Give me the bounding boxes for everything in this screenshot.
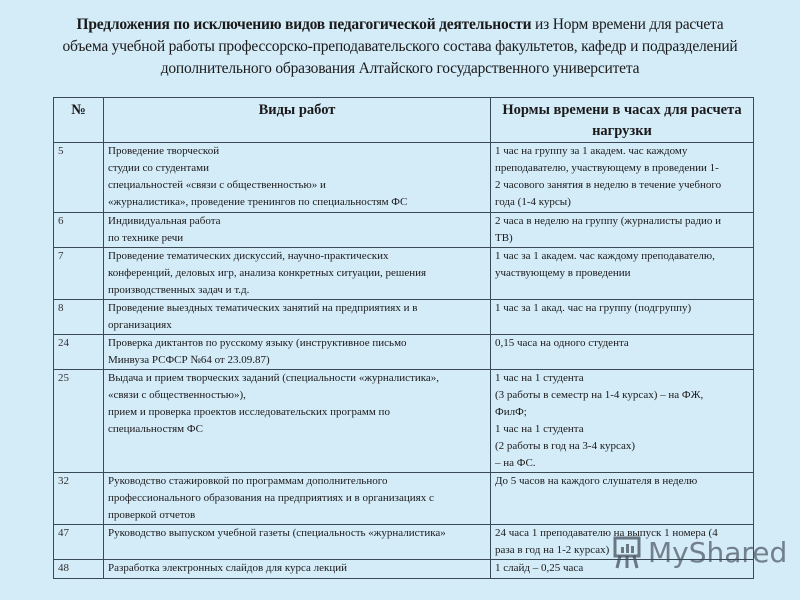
- cell-line: проверкой отчетов: [108, 509, 196, 521]
- time-norm-cell: [491, 248, 754, 300]
- cell-line: (3 работы в семестр на 1-4 курсах) – на ФЖ,: [495, 389, 704, 401]
- cell-line: года (1-4 курсы): [495, 196, 571, 208]
- work-type-cell: [104, 525, 491, 560]
- cell-line: Руководство выпуском учебной газеты (специальность «журналистика»: [108, 527, 446, 539]
- cell-line: профессионального образования на предприятиях и в организациях с: [108, 492, 434, 504]
- cell-line: организациях: [108, 319, 172, 331]
- cell-line: Проверка диктантов по русскому языку (инструктивное письмо: [108, 337, 407, 349]
- row-number: 24: [54, 335, 104, 370]
- work-type-cell: [104, 473, 491, 525]
- cell-line: (2 работы в год на 3-4 курсах): [495, 440, 636, 452]
- table-row: [54, 143, 754, 213]
- row-number: 7: [54, 248, 104, 300]
- cell-line: раза в год на 1-2 курсах): [495, 544, 610, 556]
- cell-line: – на ФС.: [495, 457, 536, 469]
- work-type-cell: [104, 248, 491, 300]
- work-type-cell: [104, 335, 491, 370]
- cell-line: ФилФ;: [495, 406, 527, 418]
- cell-line: Проведение творческой: [108, 145, 220, 157]
- cell-line: «журналистика», проведение тренингов по специальностям ФС: [108, 196, 408, 208]
- work-type-cell: [104, 560, 491, 579]
- cell-line: 0,15 часа на одного студента: [495, 337, 629, 349]
- time-norm-cell: [491, 370, 754, 473]
- cell-line: Минвуза РСФСР №64 от 23.09.87): [108, 354, 270, 366]
- cell-line: Проведение выездных тематических занятий на предприятиях и в: [108, 302, 418, 314]
- cell-line: конференций, деловых игр, анализа конкретных ситуации, решения: [108, 267, 427, 279]
- cell-line: ТВ): [495, 232, 513, 244]
- work-type-cell: [104, 143, 491, 213]
- header-time-norm: Нормы времени в часах для расчета нагрузки: [491, 98, 754, 143]
- cell-line: 1 слайд – 0,25 часа: [495, 562, 584, 574]
- cell-line: прием и проверка проектов исследовательских программ по: [108, 406, 390, 418]
- cell-line: по технике речи: [108, 232, 184, 244]
- title-rest: из Норм времени для расчета: [531, 16, 724, 33]
- cell-line: 1 час за 1 академ. час каждому преподавателю,: [495, 250, 715, 262]
- time-norm-cell: [491, 473, 754, 525]
- title-bold-part: Предложения по исключению видов педагогической деятельности: [76, 16, 532, 33]
- work-type-cell: [104, 370, 491, 473]
- table-row: [54, 213, 754, 248]
- row-number: 6: [54, 213, 104, 248]
- cell-line: 24 часа 1 преподавателю на выпуск 1 номера (4: [495, 527, 718, 539]
- row-number: 32: [54, 473, 104, 525]
- norms-table: [53, 97, 754, 579]
- table-row: [54, 370, 754, 473]
- header-number: №: [54, 98, 104, 143]
- watermark: [612, 535, 787, 569]
- time-norm-cell: [491, 143, 754, 213]
- table-row: [54, 248, 754, 300]
- cell-line: специальностям ФС: [108, 423, 203, 435]
- title-line-2: объема учебной работы профессорско-преподавательского состава факультетов, кафедр и подразделений: [62, 38, 738, 55]
- document-title: [20, 14, 780, 80]
- cell-line: «связи с общественностью»),: [108, 389, 246, 401]
- cell-line: Руководство стажировкой по программам дополнительного: [108, 475, 388, 487]
- cell-line: 2 часового занятия в неделю в течение учебного: [495, 179, 722, 191]
- table-header-row: [54, 98, 754, 143]
- row-number: 5: [54, 143, 104, 213]
- row-number: 47: [54, 525, 104, 560]
- table-row: [54, 300, 754, 335]
- time-norm-cell: [491, 213, 754, 248]
- cell-line: Выдача и прием творческих заданий (специальности «журналистика»,: [108, 372, 440, 384]
- cell-line: 1 час за 1 акад. час на группу (подгруппу): [495, 302, 692, 314]
- time-norm-cell: [491, 300, 754, 335]
- cell-line: Разработка электронных слайдов для курса лекций: [108, 562, 348, 574]
- header-work-type: Виды работ: [104, 98, 491, 143]
- cell-line: специальностей «связи с общественностью» и: [108, 179, 326, 191]
- cell-line: студии со студентами: [108, 162, 209, 174]
- work-type-cell: [104, 300, 491, 335]
- title-line-1: [20, 14, 780, 36]
- row-number: 48: [54, 560, 104, 579]
- cell-line: преподавателю, участвующему в проведении 1-: [495, 162, 719, 174]
- work-type-cell: [104, 213, 491, 248]
- presentation-board-icon: [612, 535, 642, 569]
- table-row: [54, 335, 754, 370]
- cell-line: 2 часа в неделю на группу (журналисты радио и: [495, 215, 722, 227]
- cell-line: Проведение тематических дискуссий, научно-практических: [108, 250, 389, 262]
- table-row: [54, 473, 754, 525]
- cell-line: участвующему в проведении: [495, 267, 631, 279]
- watermark-text: MyShared: [648, 535, 788, 569]
- row-number: 25: [54, 370, 104, 473]
- cell-line: До 5 часов на каждого слушателя в неделю: [495, 475, 698, 487]
- cell-line: 1 час на 1 студента: [495, 372, 584, 384]
- cell-line: 1 час на 1 студента: [495, 423, 584, 435]
- cell-line: 1 час на группу за 1 академ. час каждому: [495, 145, 688, 157]
- cell-line: Индивидуальная работа: [108, 215, 221, 227]
- row-number: 8: [54, 300, 104, 335]
- time-norm-cell: [491, 335, 754, 370]
- title-line-3: дополнительного образования Алтайского государственного университета: [160, 60, 640, 77]
- cell-line: производственных задач и т.д.: [108, 284, 250, 296]
